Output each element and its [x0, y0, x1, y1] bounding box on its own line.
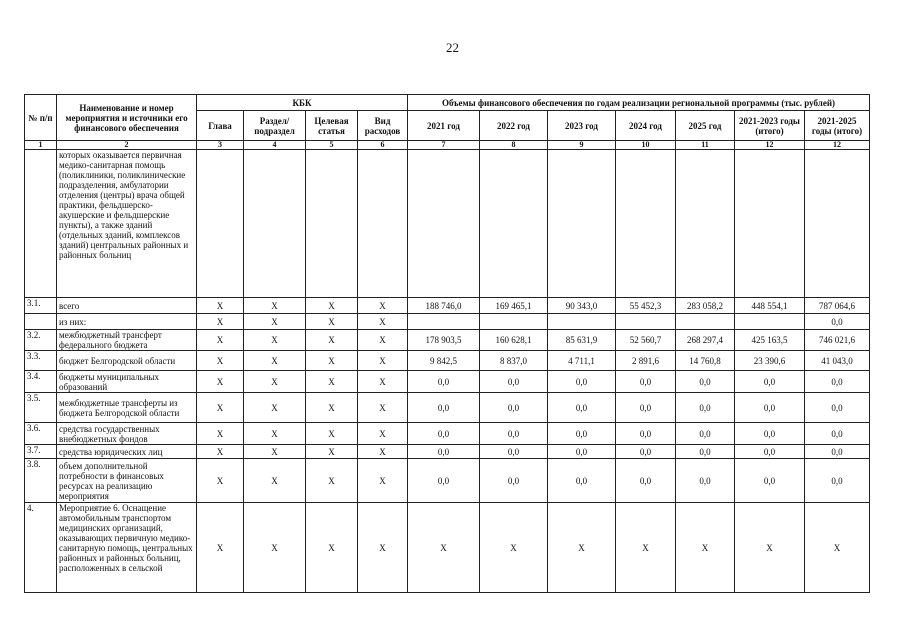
- row-number: 3.8.: [25, 459, 57, 503]
- row-value-cell: 283 058,2: [676, 298, 735, 314]
- row-value-cell: 0,0: [408, 459, 480, 503]
- row-value-cell: Х: [358, 371, 408, 393]
- row-value-cell: 0,0: [805, 393, 870, 423]
- row-value-cell: [735, 314, 805, 330]
- row-value-cell: 0,0: [480, 423, 548, 445]
- row-value-cell: 0,0: [735, 445, 805, 459]
- row-value-cell: 160 628,1: [480, 330, 548, 351]
- row-value-cell: [408, 150, 480, 298]
- row-value-cell: 0,0: [616, 371, 676, 393]
- row-value-cell: 0,0: [408, 371, 480, 393]
- row-value-cell: Х: [408, 503, 480, 593]
- row-value-cell: [408, 314, 480, 330]
- table-row: [25, 503, 870, 593]
- row-value-cell: Х: [197, 314, 244, 330]
- row-value-cell: [676, 314, 735, 330]
- header-volumes: Объемы финансового обеспечения по годам реализации региональной программы (тыс. рублей): [408, 95, 870, 111]
- row-value-cell: Х: [244, 351, 306, 371]
- row-name: средства юридических лиц: [57, 445, 197, 459]
- row-name: межбюджетные трансферты из бюджета Белгородской области: [57, 393, 197, 423]
- row-value-cell: 0,0: [616, 393, 676, 423]
- table-row: [25, 445, 870, 459]
- row-value-cell: 0,0: [616, 423, 676, 445]
- table-row: [25, 393, 870, 423]
- row-name: Мероприятие 6. Оснащение автомобильным транспортом медицинских организаций, оказывающих первичную медико-санитарную помощь, центральных районных и районных больниц, расположенных в сельской: [57, 503, 197, 593]
- row-number: [25, 150, 57, 298]
- header-2021: 2021 год: [408, 111, 480, 141]
- row-number: 4.: [25, 503, 57, 593]
- row-value-cell: Х: [244, 459, 306, 503]
- row-name: бюджеты муниципальных образований: [57, 371, 197, 393]
- column-index: 8: [480, 141, 548, 150]
- row-value-cell: 425 163,5: [735, 330, 805, 351]
- row-value-cell: [548, 314, 616, 330]
- row-name: которых оказывается первичная медико-санитарная помощь (поликлиники, поликлинические подразделения, амбулатории отделения (центры) врача общей практики, фельдшерско-акушерские и фельдшерские пункты), а также зданий (отдельных зданий, комплексов зданий) центральных районных и районных больниц: [57, 150, 197, 298]
- row-value-cell: 0,0: [408, 445, 480, 459]
- row-name: средства государственных внебюджетных фондов: [57, 423, 197, 445]
- row-value-cell: Х: [244, 314, 306, 330]
- row-value-cell: 90 343,0: [548, 298, 616, 314]
- row-value-cell: 0,0: [548, 459, 616, 503]
- row-value-cell: Х: [197, 423, 244, 445]
- row-value-cell: 0,0: [735, 371, 805, 393]
- table-row: [25, 298, 870, 314]
- row-value-cell: 0,0: [548, 393, 616, 423]
- row-value-cell: Х: [548, 503, 616, 593]
- row-value-cell: Х: [306, 371, 358, 393]
- row-value-cell: 169 465,1: [480, 298, 548, 314]
- row-value-cell: 4 711,1: [548, 351, 616, 371]
- row-value-cell: Х: [306, 351, 358, 371]
- row-value-cell: [548, 150, 616, 298]
- row-value-cell: [676, 150, 735, 298]
- header-celevaya: Целевая статья: [306, 111, 358, 141]
- row-value-cell: [735, 150, 805, 298]
- row-value-cell: Х: [306, 503, 358, 593]
- row-value-cell: 0,0: [676, 393, 735, 423]
- row-value-cell: Х: [306, 445, 358, 459]
- row-value-cell: 0,0: [676, 459, 735, 503]
- row-value-cell: Х: [197, 459, 244, 503]
- row-value-cell: Х: [358, 351, 408, 371]
- row-number: 3.3.: [25, 351, 57, 371]
- row-value-cell: Х: [358, 459, 408, 503]
- row-value-cell: Х: [197, 393, 244, 423]
- row-value-cell: 0,0: [676, 371, 735, 393]
- row-number: 3.5.: [25, 393, 57, 423]
- row-value-cell: Х: [358, 393, 408, 423]
- row-value-cell: Х: [244, 445, 306, 459]
- row-number: [25, 314, 57, 330]
- row-name: межбюджетный трансферт федерального бюджета: [57, 330, 197, 351]
- page-number: 22: [446, 40, 459, 55]
- row-value-cell: Х: [244, 330, 306, 351]
- header-2025: 2025 год: [676, 111, 735, 141]
- row-value-cell: 0,0: [805, 371, 870, 393]
- row-name: всего: [57, 298, 197, 314]
- row-value-cell: 268 297,4: [676, 330, 735, 351]
- row-value-cell: [480, 314, 548, 330]
- row-value-cell: 23 390,6: [735, 351, 805, 371]
- row-value-cell: Х: [358, 503, 408, 593]
- header-vid: Вид расходов: [358, 111, 408, 141]
- column-index: 6: [358, 141, 408, 150]
- row-value-cell: Х: [616, 503, 676, 593]
- row-number: 3.2.: [25, 330, 57, 351]
- row-value-cell: Х: [244, 423, 306, 445]
- row-value-cell: Х: [197, 371, 244, 393]
- table-row: [25, 371, 870, 393]
- row-value-cell: [306, 150, 358, 298]
- row-value-cell: Х: [358, 330, 408, 351]
- table-body: [25, 150, 870, 593]
- row-value-cell: 2 891,6: [616, 351, 676, 371]
- row-value-cell: Х: [306, 314, 358, 330]
- column-index: 3: [197, 141, 244, 150]
- row-value-cell: Х: [197, 298, 244, 314]
- row-value-cell: 0,0: [548, 371, 616, 393]
- table-row: [25, 459, 870, 503]
- row-value-cell: Х: [306, 393, 358, 423]
- column-index-row: [25, 141, 870, 150]
- column-index: 10: [616, 141, 676, 150]
- row-value-cell: 85 631,9: [548, 330, 616, 351]
- header-total-2021-2023: 2021-2023 годы (итого): [735, 111, 805, 141]
- row-value-cell: 0,0: [408, 423, 480, 445]
- column-index: 12: [735, 141, 805, 150]
- column-index: 4: [244, 141, 306, 150]
- row-value-cell: 0,0: [805, 423, 870, 445]
- column-index: 2: [57, 141, 197, 150]
- header-glava: Глава: [197, 111, 244, 141]
- table-row: [25, 314, 870, 330]
- row-value-cell: Х: [197, 503, 244, 593]
- table-row: [25, 423, 870, 445]
- header-total-2021-2025: 2021-2025 годы (итого): [805, 111, 870, 141]
- column-index: 5: [306, 141, 358, 150]
- row-value-cell: 0,0: [480, 459, 548, 503]
- row-value-cell: 52 560,7: [616, 330, 676, 351]
- column-index: 9: [548, 141, 616, 150]
- header-name: Наименование и номер мероприятия и источники его финансового обеспечения: [57, 95, 197, 141]
- table-row: [25, 150, 870, 298]
- row-value-cell: Х: [306, 330, 358, 351]
- row-value-cell: Х: [358, 423, 408, 445]
- row-value-cell: 0,0: [735, 393, 805, 423]
- row-value-cell: [616, 314, 676, 330]
- row-value-cell: 14 760,8: [676, 351, 735, 371]
- row-value-cell: 0,0: [616, 459, 676, 503]
- row-value-cell: Х: [197, 445, 244, 459]
- row-value-cell: Х: [244, 503, 306, 593]
- row-value-cell: 0,0: [805, 314, 870, 330]
- row-value-cell: Х: [197, 330, 244, 351]
- row-value-cell: 0,0: [408, 393, 480, 423]
- row-value-cell: 746 021,6: [805, 330, 870, 351]
- row-value-cell: Х: [480, 503, 548, 593]
- header-num: № п/п: [25, 95, 57, 141]
- row-value-cell: [244, 150, 306, 298]
- row-value-cell: 0,0: [805, 459, 870, 503]
- row-value-cell: [358, 150, 408, 298]
- row-value-cell: Х: [358, 314, 408, 330]
- row-value-cell: 0,0: [480, 445, 548, 459]
- row-value-cell: 0,0: [548, 445, 616, 459]
- row-value-cell: 178 903,5: [408, 330, 480, 351]
- row-value-cell: 0,0: [616, 445, 676, 459]
- row-value-cell: 787 064,6: [805, 298, 870, 314]
- row-value-cell: Х: [197, 351, 244, 371]
- table-row: [25, 351, 870, 371]
- header-2024: 2024 год: [616, 111, 676, 141]
- row-value-cell: 0,0: [548, 423, 616, 445]
- financing-table: [24, 94, 870, 593]
- row-value-cell: Х: [676, 503, 735, 593]
- row-value-cell: 8 837,0: [480, 351, 548, 371]
- row-value-cell: Х: [306, 423, 358, 445]
- table-row: [25, 330, 870, 351]
- row-value-cell: 0,0: [735, 423, 805, 445]
- row-name: из них:: [57, 314, 197, 330]
- header-razdel: Раздел/ подраздел: [244, 111, 306, 141]
- row-number: 3.7.: [25, 445, 57, 459]
- row-value-cell: 0,0: [480, 393, 548, 423]
- row-value-cell: 448 554,1: [735, 298, 805, 314]
- header-2023: 2023 год: [548, 111, 616, 141]
- row-value-cell: 188 746,0: [408, 298, 480, 314]
- column-index: 7: [408, 141, 480, 150]
- row-value-cell: Х: [244, 371, 306, 393]
- column-index: 1: [25, 141, 57, 150]
- row-number: 3.1.: [25, 298, 57, 314]
- row-value-cell: 0,0: [735, 459, 805, 503]
- row-name: бюджет Белгородской области: [57, 351, 197, 371]
- row-value-cell: Х: [735, 503, 805, 593]
- row-value-cell: 55 452,3: [616, 298, 676, 314]
- header-2022: 2022 год: [480, 111, 548, 141]
- row-number: 3.6.: [25, 423, 57, 445]
- row-value-cell: [616, 150, 676, 298]
- row-value-cell: [805, 150, 870, 298]
- row-value-cell: 9 842,5: [408, 351, 480, 371]
- row-value-cell: 0,0: [480, 371, 548, 393]
- row-number: 3.4.: [25, 371, 57, 393]
- column-index: 12: [805, 141, 870, 150]
- row-value-cell: 0,0: [676, 445, 735, 459]
- row-value-cell: [480, 150, 548, 298]
- row-value-cell: 41 043,0: [805, 351, 870, 371]
- row-value-cell: Х: [244, 298, 306, 314]
- row-value-cell: [197, 150, 244, 298]
- row-value-cell: Х: [358, 298, 408, 314]
- header-kbk: КБК: [197, 95, 408, 111]
- row-value-cell: Х: [244, 393, 306, 423]
- column-index: 11: [676, 141, 735, 150]
- row-value-cell: 0,0: [805, 445, 870, 459]
- row-value-cell: 0,0: [676, 423, 735, 445]
- row-value-cell: Х: [358, 445, 408, 459]
- row-value-cell: Х: [306, 459, 358, 503]
- row-value-cell: Х: [805, 503, 870, 593]
- row-name: объем дополнительной потребности в финансовых ресурсах на реализацию мероприятия: [57, 459, 197, 503]
- row-value-cell: Х: [306, 298, 358, 314]
